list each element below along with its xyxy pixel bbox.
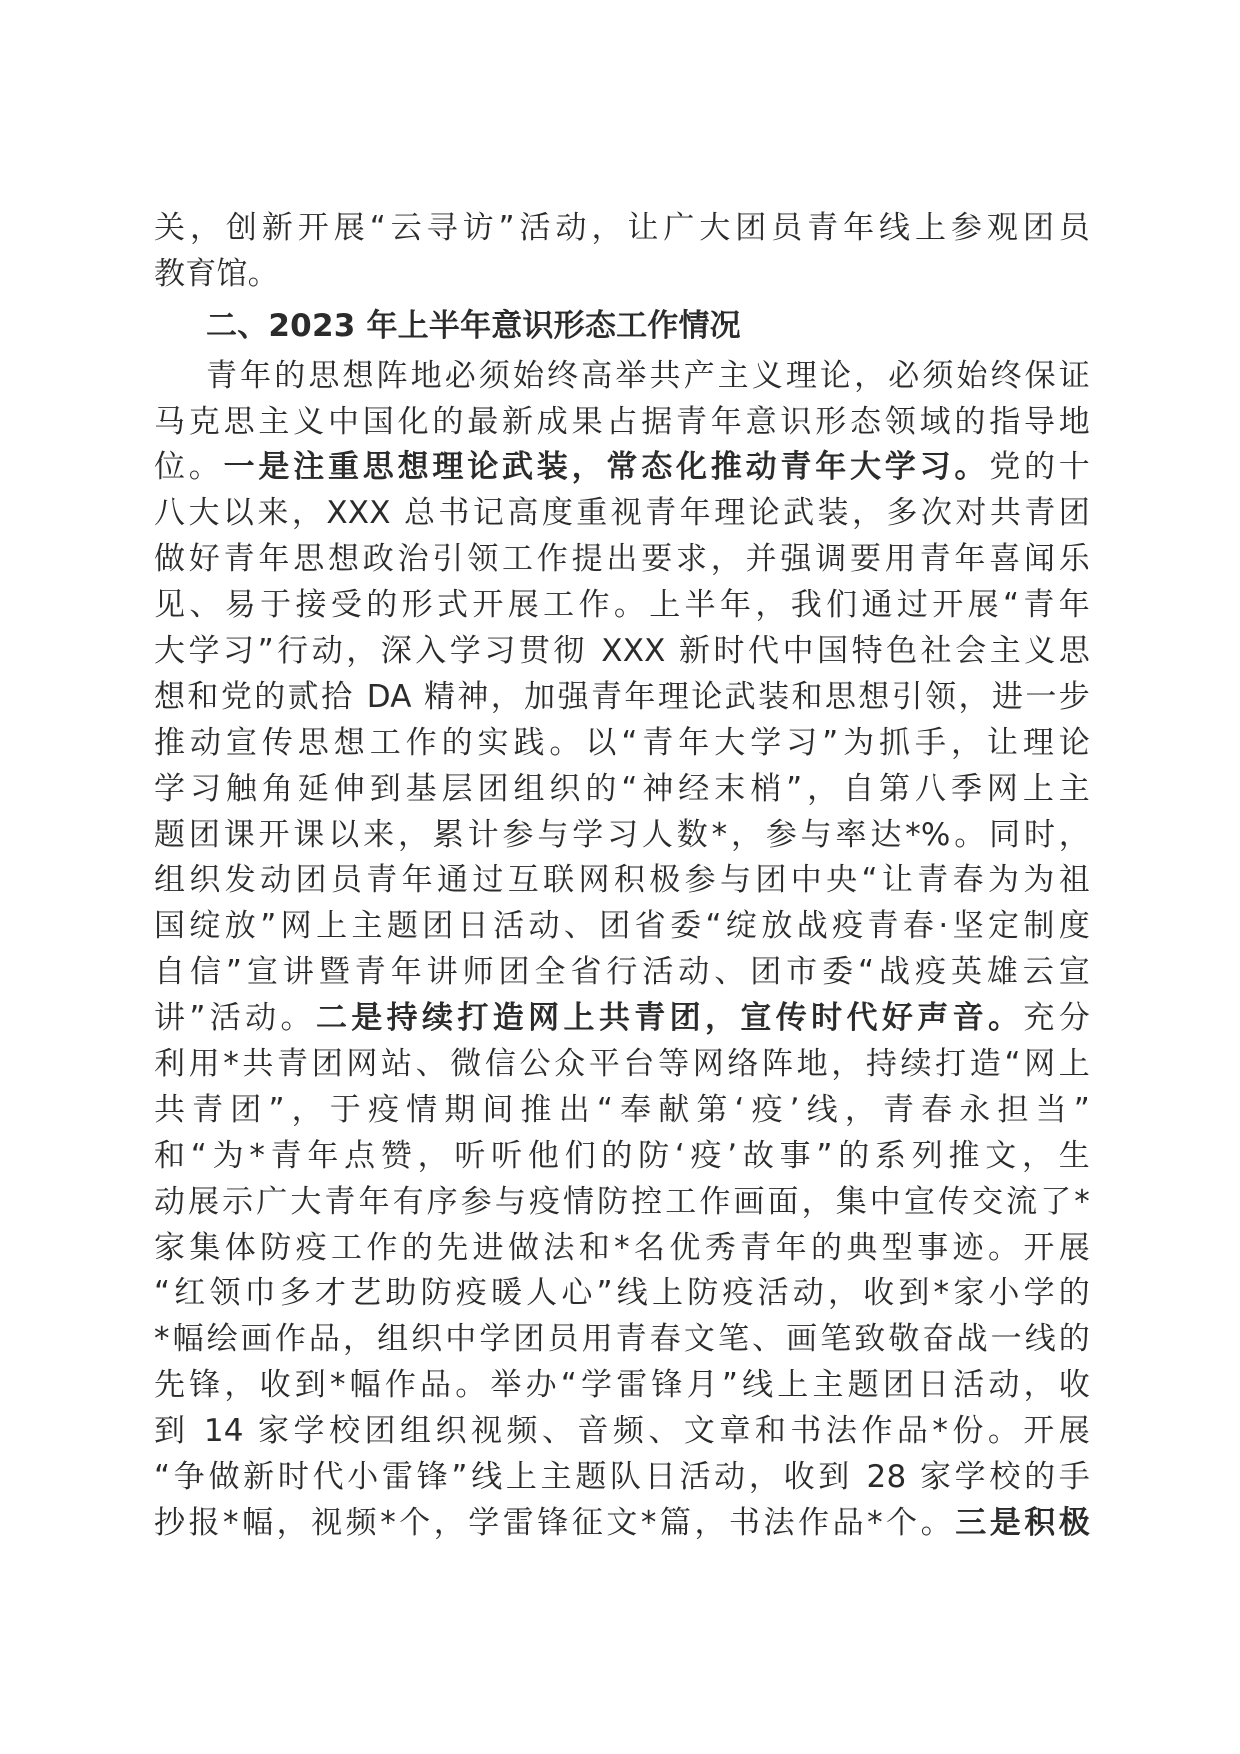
paragraph-line: “争做新时代小雷锋”线上主题队日活动，收到 28 家学校的手 — [154, 1459, 1090, 1496]
paragraph-line: 见、易于接受的形式开展工作。上半年，我们通过开展“青年 — [154, 587, 1090, 624]
carryover-line-2: 教育馆。 — [154, 255, 279, 292]
paragraph-line: 青年的思想阵地必须始终高举共产主义理论，必须始终保证 — [206, 357, 1090, 394]
paragraph-line: 动展示广大青年有序参与疫情防控工作画面，集中宣传交流了* — [154, 1183, 1090, 1220]
paragraph-line: 做好青年思想政治引领工作提出要求，并强调要用青年喜闻乐 — [154, 541, 1090, 578]
paragraph-line: 八大以来，XXX 总书记高度重视青年理论武装，多次对共青团 — [154, 495, 1090, 532]
paragraph-line: 大学习”行动，深入学习贯彻 XXX 新时代中国特色社会主义思 — [154, 633, 1090, 670]
paragraph-line: 到 14 家学校团组织视频、音频、文章和书法作品*份。开展 — [154, 1413, 1090, 1450]
document-body — [154, 206, 1090, 1547]
paragraph-line: 利用*共青团网站、微信公众平台等网络阵地，持续打造“网上 — [154, 1046, 1090, 1083]
section-heading: 二、2023 年上半年意识形态工作情况 — [206, 307, 741, 344]
paragraph-line: 题团课开课以来，累计参与学习人数*，参与率达*%。同时， — [154, 816, 1090, 853]
key-point-1: 一是注重思想理论武装，常态化推动青年大学习。 — [223, 449, 990, 486]
paragraph-line — [154, 996, 1090, 1042]
paragraph-text: 充分 — [1023, 1000, 1090, 1037]
key-point-3: 三是积极 — [955, 1504, 1090, 1541]
paragraph-line: 马克思主义中国化的最新成果占据青年意识形态领域的指导地 — [154, 403, 1090, 440]
body-paragraph — [154, 354, 1090, 1547]
paragraph-line: 想和党的贰拾 DA 精神，加强青年理论武装和思想引领，进一步 — [154, 678, 1090, 715]
paragraph-line: *幅绘画作品，组织中学团员用青春文笔、画笔致敬奋战一线的 — [154, 1321, 1090, 1358]
paragraph-line: 共青团”，于疫情期间推出“奉献第‘疫’线，青春永担当” — [154, 1091, 1090, 1128]
paragraph-line: 组织发动团员青年通过互联网积极参与团中央“让青春为为祖 — [154, 862, 1090, 899]
paragraph-text: 党的十 — [989, 449, 1091, 486]
paragraph-line: 学习触角延伸到基层团组织的“神经末梢”，自第八季网上主 — [154, 770, 1090, 807]
paragraph-line: 自信”宣讲暨青年讲师团全省行活动、团市委“战疫英雄云宣 — [154, 954, 1090, 991]
paragraph-line — [154, 445, 1090, 491]
paragraph-line: 家集体防疫工作的先进做法和*名优秀青年的典型事迹。开展 — [154, 1229, 1090, 1266]
paragraph-line: 和“为*青年点赞，听听他们的防‘疫’故事”的系列推文，生 — [154, 1137, 1090, 1174]
paragraph-line: 先锋，收到*幅作品。举办“学雷锋月”线上主题团日活动，收 — [154, 1367, 1090, 1404]
paragraph-line: “红领巾多才艺助防疫暖人心”线上防疫活动，收到*家小学的 — [154, 1275, 1090, 1312]
paragraph-line — [154, 1501, 1090, 1547]
paragraph-text: 位。 — [154, 449, 224, 486]
paragraph-text: 抄报*幅，视频*个，学雷锋征文*篇，书法作品*个。 — [154, 1504, 956, 1541]
paragraph-line: 推动宣传思想工作的实践。以“青年大学习”为抓手，让理论 — [154, 724, 1090, 761]
key-point-2: 二是持续打造网上共青团，宣传时代好声音。 — [315, 1000, 1024, 1037]
carryover-line-1: 关，创新开展“云寻访”活动，让广大团员青年线上参观团员 — [154, 210, 1090, 246]
paragraph-text: 讲”活动。 — [154, 1000, 316, 1037]
paragraph-line: 国绽放”网上主题团日活动、团省委“绽放战疫青春·坚定制度 — [154, 908, 1090, 945]
